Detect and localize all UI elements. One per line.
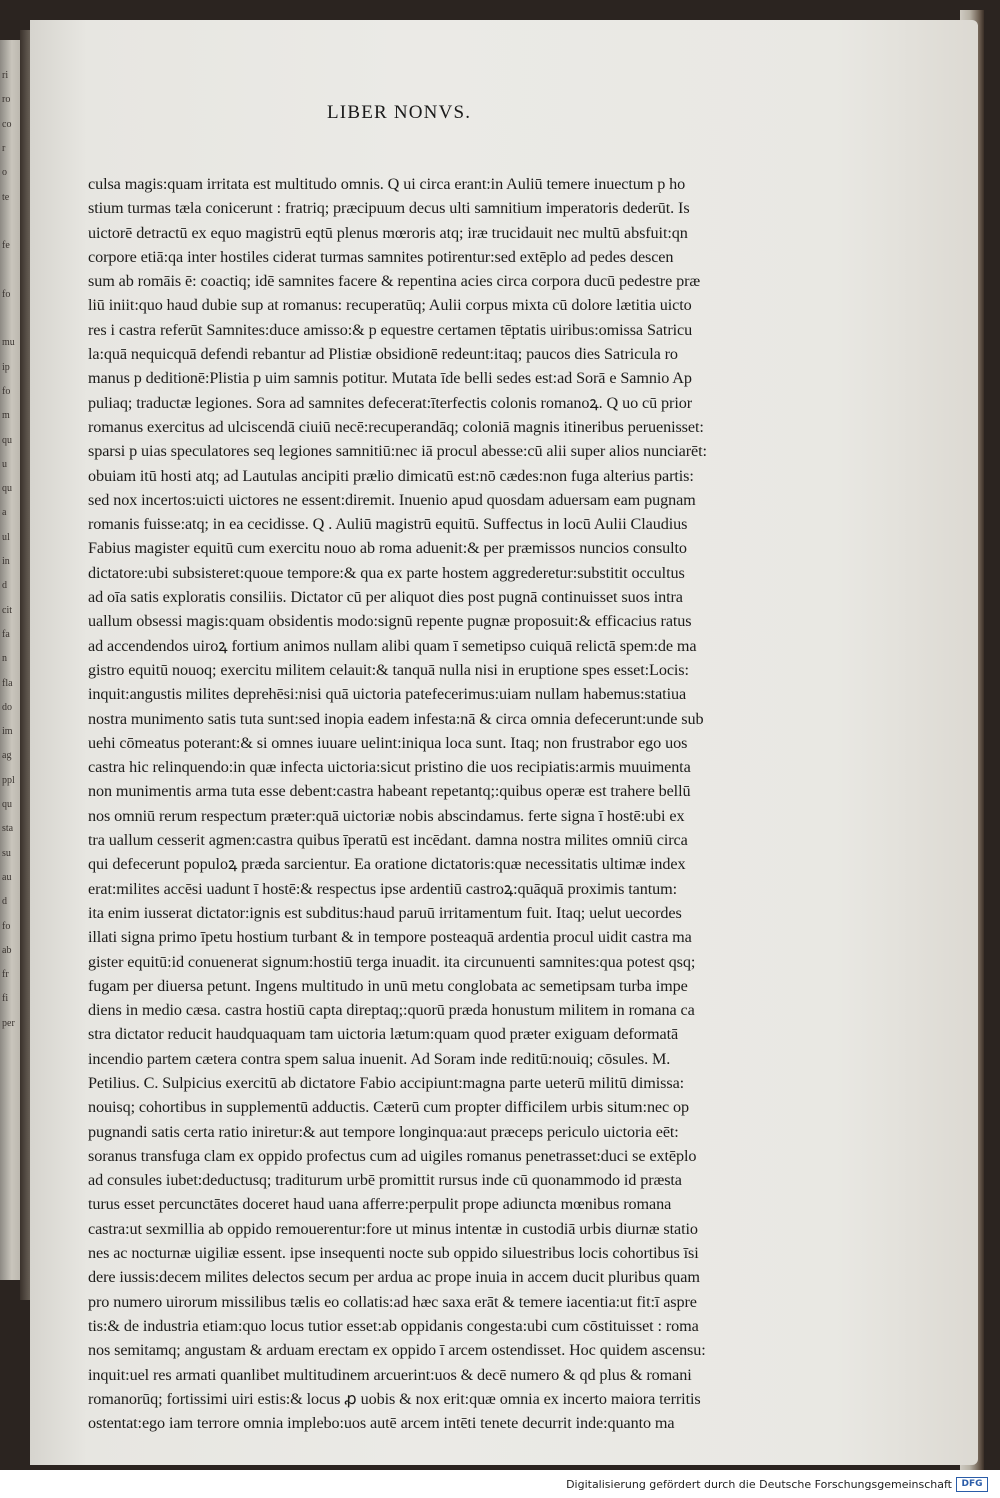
left-page-fragment: n — [2, 653, 7, 665]
text-line: romanorūq; fortissimi uiri estis:& locus ꝓ uobis & nox erit:quæ omnia ex incerto maiora territis — [88, 1389, 701, 1408]
left-page-fragment: ul — [2, 531, 10, 543]
text-line: soranus transfuga clam ex oppido profectus cum ad uigiles romanus penetrasset:duci se extēplo — [88, 1146, 697, 1165]
text-line: diens in medio cæsa. castra hostiū capta direptaq;:quorū præda honustum militem in romana ca — [88, 1001, 695, 1020]
text-line: nos omniū rerum respectum præter:quā uictoriæ nobis abscindamus. ferte signa ī hostē:ubi ex — [88, 806, 685, 825]
left-page-fragment: d — [2, 580, 7, 592]
text-line: gister equitū:id conuenerat signum:hostiū terga inuadit. ita circunuenti samnites:qua potest qsq; — [88, 952, 696, 971]
left-page-fragment: im — [2, 726, 13, 738]
text-line: tra uallum cesserit agmen:castra quibus īperatū est incēdant. damna nostra milites omniū circa — [88, 831, 688, 850]
text-line: Petilius. C. Sulpicius exercitū ab dictatore Fabio accipiunt:magna parte ueterū militū dimissa: — [88, 1073, 685, 1092]
left-page-fragment: a — [2, 507, 7, 519]
running-header: LIBER NONVS. — [327, 102, 472, 123]
text-line: castra:ut sexmillia ab oppido remouerentur:fore ut minus intentæ in custodiā urbis diurnæ statio — [88, 1219, 698, 1238]
text-line: puliaq; traductæ legiones. Sora ad samnites defecerat:īterfectis colonis romanoꝝ. Q uo cū prior — [88, 393, 693, 412]
text-line: qui defecerunt populoꝝ præda sarcientur. Ea oratione dictatoris:quæ necessitatis ultimæ index — [88, 855, 686, 874]
left-page-fragment: m — [2, 410, 10, 422]
text-line: incendio partem cætera contra spem salua inuenit. Ad Soram inde reditū:nouiq; cōsules. M. — [88, 1049, 671, 1068]
text-line: erat:milites accēsi uadunt ī hostē:& respectus ipse ardentiū castroꝝ:quāquā proximis tantum: — [88, 879, 678, 898]
text-line: res i castra referūt Samnites:duce amisso:& p equestre certamen tēptatis uiribus:omissa Satricu — [88, 320, 693, 339]
text-line: inquit:uel res armati quanlibet multitudinem arcuerint:uos & decē numero & qd plus & romani — [88, 1365, 692, 1384]
left-page-fragment: te — [2, 191, 10, 203]
left-page-fragment: fi — [2, 993, 9, 1005]
text-line: nes ac nocturnæ uigiliæ essent. ipse insequenti nocte sub oppido siluestribus locis cohortibus īsi — [88, 1244, 699, 1263]
left-page-fragment: u — [2, 458, 7, 470]
dfg-logo: DFG — [956, 1477, 988, 1492]
left-page-fragment: do — [2, 701, 12, 713]
text-line: ad consules iubet:deductusq; traditurum urbē promittit rursus inde cū quonammodo id præsta — [88, 1171, 682, 1190]
text-line: nos semitamq; angustam & arduam erectam ex oppido ī arcem ostendisset. Hoc quidem ascensu: — [88, 1341, 706, 1360]
text-line: uehi cōmeatus poterant:& si omnes iuuare uelint:iniqua loca sunt. Itaq; non frustrabor ego uos — [88, 733, 688, 752]
text-line: nostra munimento satis tuta sunt:sed inopia eadem infesta:nā & circa omnia defecerunt:unde sub — [88, 709, 704, 728]
text-line: tis:& de industria etiam:quo locus tutior esset:ab oppidanis congesta:ubi cum cōstituisset : roma — [88, 1316, 699, 1335]
text-line: gistro equitū nouoq; exercitu militem celauit:& tanquā nulla nisi in eruptione spes esset:Locis: — [88, 660, 689, 679]
text-line: romanis fuisse:atq; in ea cecidisse. Q . Auliū magistrū equitū. Suffectus in locū Aulii Claudius — [88, 515, 688, 534]
left-page-fragment: ppl — [2, 774, 15, 786]
left-page-fragment: fr — [2, 969, 9, 981]
text-line: corpore etiā:qa inter hostiles ciderat turmas samnites potirentur:sed extēplo ad pedes descen — [88, 247, 674, 266]
text-line: culsa magis:quam irritata est multitudo omnis. Q ui circa erant:in Auliū temere inuectum p ho — [88, 175, 686, 193]
text-line: uictorē detractū ex equo magistrū eqtū plenus mœroris atq; iræ trucidauit nec multū absfuit:qn — [88, 223, 688, 242]
left-page-fragment: per — [2, 1017, 15, 1029]
footer-credit: Digitalisierung gefördert durch die Deutsche Forschungsgemeinschaft — [566, 1478, 952, 1491]
text-line: inquit:angustis milites deprehēsi:nisi quā uictoria patefecerimus:uiam nullam habemus:statiua — [88, 685, 687, 704]
text-line: liū iniit:quo haud dubie sup at romanus: recuperatūq; Aulii corpus mixta cū dolore lætitia uicto — [88, 296, 692, 315]
text-line: illati signa primo īpetu hostium turbant & in tempore posteaquā ardentia procul uidit castra ma — [88, 928, 692, 947]
left-page-fragment: au — [2, 871, 12, 883]
text-line: ad oīa satis exploratis consiliis. Dictator cū per aliquot dies post pugnā continuisset suos intra — [88, 588, 683, 607]
text-line: fugam per diuersa petunt. Ingens multitudo in unū metu conglobata ac semetipsam turba impe — [88, 976, 688, 995]
text-line: stra dictator reducit haudquaquam tam uictoria lætum:quam quod præter exiguam deformatā — [88, 1025, 679, 1044]
text-line: stium turmas tæla conicerunt : fratriq; præcipuum decus ulti samnitium imperatoris dederūt. Is — [88, 199, 690, 218]
left-page-fragment: qu — [2, 483, 12, 495]
text-line: dictatore:ubi subsisteret:quoue tempore:& qua ex parte hostem aggrederetur:substitit occultus — [88, 563, 685, 582]
left-page-fragment: qu — [2, 434, 12, 446]
left-page-fragment: fo — [2, 920, 11, 932]
text-line: Fabius magister equitū cum exercitu nouo ab roma aduenit:& per præmissos nuncios consulto — [88, 539, 687, 558]
left-page-fragment: co — [2, 118, 12, 130]
text-line: pugnandi satis certa ratio iniretur:& aut tempore longinqua:aut præceps periculo uictoria eēt: — [88, 1122, 679, 1141]
left-page-fragment: ip — [2, 361, 10, 373]
left-page-fragment: mu — [2, 337, 15, 349]
text-line: ostentat:ego iam terrore omnia implebo:uos autē arcem intēti tenete decurrit inde:quanto ma — [88, 1414, 675, 1433]
left-page-fragment: fe — [2, 240, 10, 252]
left-page-fragment: ro — [2, 94, 11, 106]
footer-bar — [0, 1470, 1000, 1498]
left-page-fragment: fo — [2, 288, 11, 300]
text-line: sed nox incertos:uicti uictores ne essent:diremit. Inuenio apud quosdam aduersam eam pugnam — [88, 490, 696, 509]
text-line: obuiam itū hosti atq; ad Lautulas ancipiti prælio dimicatū est:nō cædes:non fuga alterius partis: — [88, 466, 694, 485]
left-page-fragment: sta — [2, 823, 14, 835]
left-page-fragment: fa — [2, 628, 10, 640]
left-page-fragment: ab — [2, 944, 12, 956]
text-line: ad accendendos uiroꝝ fortium animos nullam alibi quam ī semetipso cuiquā relictā spem:de ma — [88, 636, 697, 655]
text-line: uallum obsessi magis:quam obsidentis modo:signū repente pugnæ proposuit:& efficacius ratus — [88, 612, 692, 631]
left-page-fragment: fo — [2, 385, 11, 397]
text-line: non munimentis arma tuta esse debent:castra habeant repetantq;:quibus operæ est trahere bellū — [88, 782, 691, 801]
text-line: ita enim iusserat dictator:ignis est subditus:haud paruū irritamentum fuit. Itaq; uelut uecordes — [88, 903, 682, 922]
text-line: manus p deditionē:Plistia p uim samnis potitur. Mutata īde belli sedes est:ad Sorā e Samnio Ap — [88, 369, 692, 388]
text-line: sparsi p uias speculatores seq legiones samnitiū:nec iā procul abesse:cū alii super alios nunciarēt: — [88, 442, 707, 461]
text-line: la:quā nequicquā defendi rebantur ad Plistiæ obsidionē redeunt:itaq; paucos dies Satricula ro — [88, 345, 678, 364]
left-page-fragment: cit — [2, 604, 12, 616]
body-text — [88, 172, 718, 1435]
text-line: pro numero uirorum missilibus tælis eo collatis:ad hæc saxa erāt & temere iacentia:ut fit:ī aspre — [88, 1292, 697, 1311]
text-line: nouisq; cohortibus in supplementū adductis. Cæterū cum propter difficilem urbis situm:nec op — [88, 1098, 690, 1117]
left-page-fragment: qu — [2, 799, 12, 810]
text-line: castra hic relinquendo:in quæ infecta uictoria:sicut pristino die uos recipiatis:armis muuimenta — [88, 758, 691, 777]
left-page-fragment: d — [2, 896, 7, 908]
left-page-fragment: ag — [2, 750, 12, 762]
left-page-fragment: in — [2, 556, 10, 567]
left-page-fragment: su — [2, 847, 11, 859]
text-line: turus esset percunctātes doceret haud uana afferre:perpulit prope adiuncta mœnibus romana — [88, 1195, 672, 1214]
left-page-fragment: ri — [2, 70, 9, 81]
text-line: sum ab romāis ē: coactiq; idē samnites facere & repentina acies circa corpora ducū pedestre præ — [88, 272, 701, 291]
text-line: romanus exercitus ad ulciscendā ciuiū necē:recuperandāq; coloniā magnis itineribus peruenisset: — [88, 417, 704, 436]
text-line: dere iussis:decem milites delectos secum per ardua ac prope inuia in accem ducit pluribus quam — [88, 1268, 700, 1287]
left-page-fragment: fla — [2, 677, 13, 689]
left-page-fragment: r — [2, 142, 6, 154]
left-page-fragment: o — [2, 167, 7, 179]
